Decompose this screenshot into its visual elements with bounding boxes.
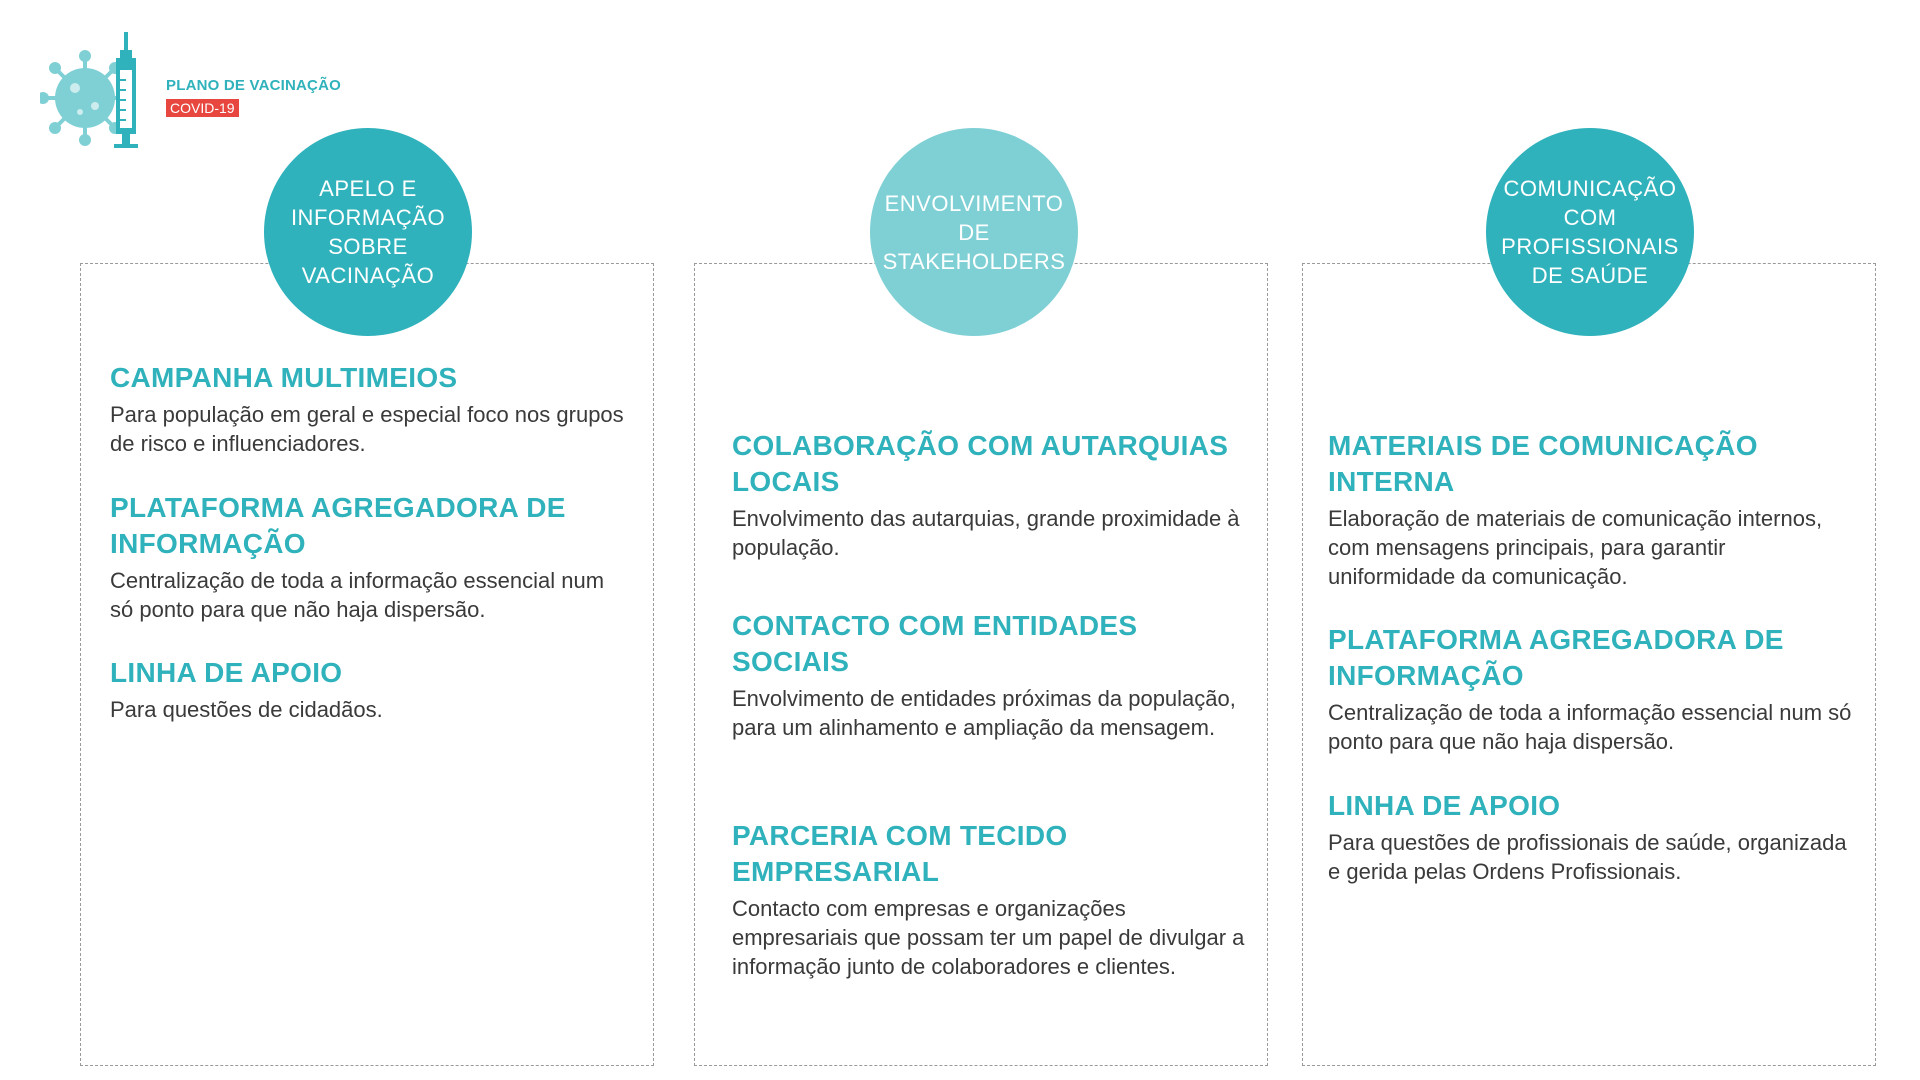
virus-syringe-icon: [40, 30, 162, 160]
section-heading: CONTACTO COM ENTIDADES SOCIAIS: [732, 610, 1138, 677]
section-text: Para questões de profissionais de saúde, organizada e gerida pelas Ordens Profissionais.: [1328, 830, 1847, 884]
circle-envolvimento-stakeholders: ENVOLVIMENTO DE STAKEHOLDERS: [870, 128, 1078, 336]
section-heading: CAMPANHA MULTIMEIOS: [110, 362, 458, 393]
section-text: Envolvimento de entidades próximas da população, para um alinhamento e ampliação da mensagem.: [732, 686, 1236, 740]
section-campanha-multimeios: [110, 360, 630, 458]
circle-apelo-informacao: APELO E INFORMAÇÃO SOBRE VACINAÇÃO: [264, 128, 472, 336]
section-text: Envolvimento das autarquias, grande proximidade à população.: [732, 506, 1240, 560]
section-plataforma-agregadora: [1328, 622, 1858, 756]
section-linha-de-apoio: [110, 655, 630, 724]
section-heading: PLATAFORMA AGREGADORA DE INFORMAÇÃO: [1328, 624, 1784, 691]
logo-title: PLANO DE VACINAÇÃO: [166, 77, 341, 94]
section-text: Para população em geral e especial foco nos grupos de risco e influenciadores.: [110, 402, 624, 456]
section-heading: MATERIAIS DE COMUNICAÇÃO INTERNA: [1328, 430, 1758, 497]
section-text: Elaboração de materiais de comunicação internos, com mensagens principais, para garantir uniformidade da comunicação.: [1328, 506, 1823, 589]
section-materiais-comunicacao: [1328, 428, 1858, 591]
logo-badge: COVID-19: [166, 99, 239, 117]
section-contacto-entidades: [732, 608, 1252, 742]
section-parceria-tecido: [732, 818, 1252, 981]
section-heading: COLABORAÇÃO COM AUTARQUIAS LOCAIS: [732, 430, 1229, 497]
section-heading: PARCERIA COM TECIDO EMPRESARIAL: [732, 820, 1068, 887]
section-text: Centralização de toda a informação essencial num só ponto para que não haja dispersão.: [110, 568, 605, 622]
section-text: Centralização de toda a informação essencial num só ponto para que não haja dispersão.: [1328, 700, 1852, 754]
section-heading: LINHA DE APOIO: [110, 657, 343, 688]
section-linha-de-apoio: [1328, 788, 1858, 886]
section-heading: PLATAFORMA AGREGADORA DE INFORMAÇÃO: [110, 492, 566, 559]
section-colaboracao-autarquias: [732, 428, 1252, 562]
section-plataforma-agregadora: [110, 490, 630, 624]
circle-comunicacao-profissionais: COMUNICAÇÃO COM PROFISSIONAIS DE SAÚDE: [1486, 128, 1694, 336]
section-heading: LINHA DE APOIO: [1328, 790, 1561, 821]
section-text: Contacto com empresas e organizações empresariais que possam ter um papel de divulgar a informação junto de colaboradores e clientes.: [732, 896, 1245, 979]
section-text: Para questões de cidadãos.: [110, 697, 383, 722]
